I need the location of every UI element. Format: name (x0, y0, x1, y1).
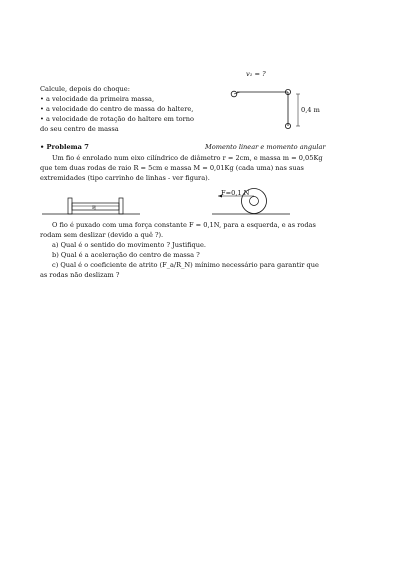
statement-line-3: extremidades (tipo carrinho de linhas - ver figura). (40, 174, 210, 182)
statement-line-2: que tem duas rodas de raio R = 5cm e massa M = 0,01Kg (cada uma) nas suas (40, 164, 304, 172)
question-c-continued: as rodas não deslizam ? (40, 271, 120, 279)
intro-heading: Calcule, depois do choque: (40, 85, 130, 93)
problem-topic: Momento linear e momento angular (205, 143, 326, 151)
question-c: c) Qual é o coeficiente de atrito (F_a/R_N) mínimo necessário para garantir que (52, 261, 319, 269)
question-a: a) Qual é o sentido do movimento ? Justifique. (52, 241, 207, 249)
paragraph2-line-2: rodam sem deslizar (devido a quê ?). (40, 231, 164, 239)
statement-line-1: Um fio é enrolado num eixo cilíndrico de diâmetro r = 2cm, e massa m = 0,05Kg (52, 154, 323, 162)
side-force-label: F (92, 205, 96, 211)
force-label: F=0,1 N (221, 189, 250, 197)
intro-bullet-3: • a velocidade de rotação do haltere em torno (40, 115, 195, 123)
intro-bullet-1: • a velocidade da primeira massa, (40, 95, 155, 103)
problem-title: • Problema 7 (40, 143, 89, 151)
length-label: 0,4 m (301, 106, 320, 114)
velocity-label: v₁ = ? (246, 70, 266, 78)
question-b: b) Qual é a aceleração do centro de massa ? (52, 251, 200, 259)
intro-bullet-4: do seu centro de massa (40, 125, 119, 133)
intro-bullet-2: • a velocidade do centro de massa do haltere, (40, 105, 194, 113)
paragraph2-line-1: O fio é puxado com uma força constante F = 0,1N, para a esquerda, e as rodas (52, 221, 316, 229)
